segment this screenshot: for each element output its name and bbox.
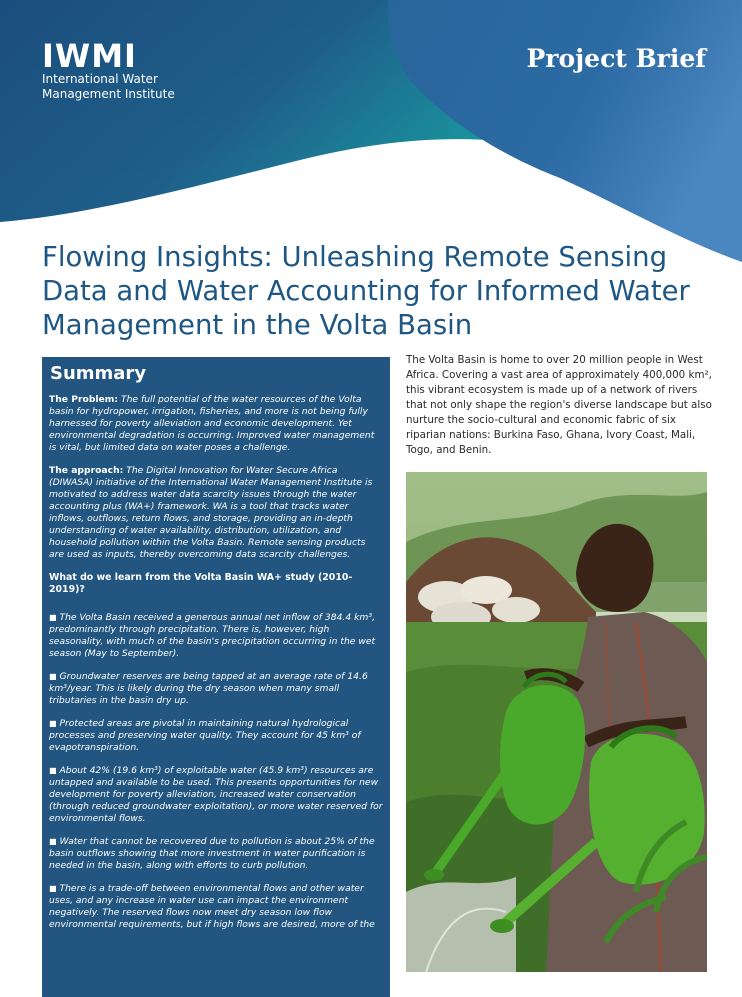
page-title: Flowing Insights: Unleashing Remote Sensing Data and Water Accounting for Informed Water Management in the Volta Basin <box>42 241 690 341</box>
problem-label: The Problem: <box>49 394 119 405</box>
finding-item <box>49 765 383 825</box>
bullet-square-icon: ■ <box>49 837 57 846</box>
finding-item <box>49 612 383 660</box>
intro-paragraph: The Volta Basin is home to over 20 million people in West Africa. Covering a vast area of approximately 400,000 km², this vibrant ecosystem is made up of a network of rivers that not only shape the region's diverse landscape but also nurture the socio-cultural and economic fabric of six riparian nations: Burkina Faso, Ghana, Ivory Coast, Mali, Togo, and Benin. <box>406 354 712 456</box>
summary-heading: Summary <box>50 363 147 384</box>
approach-text: The Digital Innovation for Water Secure Africa (DIWASA) initiative of the International Water Management Institute is motivated to address water data scarcity issues through the water accounting plus (WA+) framework. WA is a tool that tracks water inflows, outflows, return flows, and storage, providing an in-depth understanding of water availability, distribution, utilization, and household pollution within the Volta Basin. Remote sensing products are used as inputs, thereby overcoming data scarcity challenges. <box>49 465 373 560</box>
problem-paragraph <box>49 394 383 454</box>
key-question: What do we learn from the Volta Basin WA+ study (2010-2019)? <box>49 572 353 595</box>
finding-text: Protected areas are pivotal in maintaining natural hydrological processes and preserving water quality. They account for 45 km³ of evapotranspiration. <box>49 718 361 753</box>
problem-text: The full potential of the water resources of the Volta basin for hydropower, irrigation, fisheries, and more is not being fully harnessed for poverty alleviation and economic development. Yet environmental degradation is occurring. Improved water management is vital, but limited data on water poses a challenge. <box>49 394 375 453</box>
finding-item <box>49 718 383 754</box>
bullet-square-icon: ■ <box>49 672 57 681</box>
org-name-line2: Management Institute <box>42 87 175 101</box>
iwmi-logo[interactable] <box>42 37 175 102</box>
org-name-line1: International Water <box>42 72 158 86</box>
bullet-square-icon: ■ <box>49 613 57 622</box>
finding-item <box>49 883 383 931</box>
farmer-watering-crops-photo <box>406 472 707 972</box>
bullet-square-icon: ■ <box>49 884 57 893</box>
finding-text: The Volta Basin received a generous annual net inflow of 384.4 km³, predominantly through precipitation. There is, however, high seasonality, with much of the basin's precipitation occurring in the wet season (May to September). <box>49 612 376 659</box>
finding-item <box>49 836 383 872</box>
bullet-square-icon: ■ <box>49 766 57 775</box>
finding-text: About 42% (19.6 km³) of exploitable water (45.9 km³) resources are untapped and available to be used. This presents opportunities for new development for poverty alleviation, increased water conservation (through reduced groundwater exploitation), or more water reserved for environmental flows. <box>49 765 383 824</box>
document-type-label: Project Brief <box>526 44 706 73</box>
approach-paragraph <box>49 465 383 561</box>
bullet-square-icon: ■ <box>49 719 57 728</box>
finding-text: Groundwater reserves are being tapped at an average rate of 14.6 km³/year. This is likely during the dry season when many small tributaries in the basin dry up. <box>49 671 368 706</box>
summary-box <box>42 357 390 997</box>
finding-item <box>49 671 383 707</box>
finding-text: There is a trade-off between environmental flows and other water uses, and any increase in water use can impact the environment negatively. The reserved flows now meet dry season low flow environmental requirements, but if high flows are desired, more of the <box>49 883 375 930</box>
logo-mark: IWMI <box>42 37 137 75</box>
approach-label: The approach: <box>49 465 124 476</box>
finding-text: Water that cannot be recovered due to pollution is about 25% of the basin outflows showing that more investment in water purification is needed in the basin, along with efforts to curb pollution. <box>49 836 375 871</box>
